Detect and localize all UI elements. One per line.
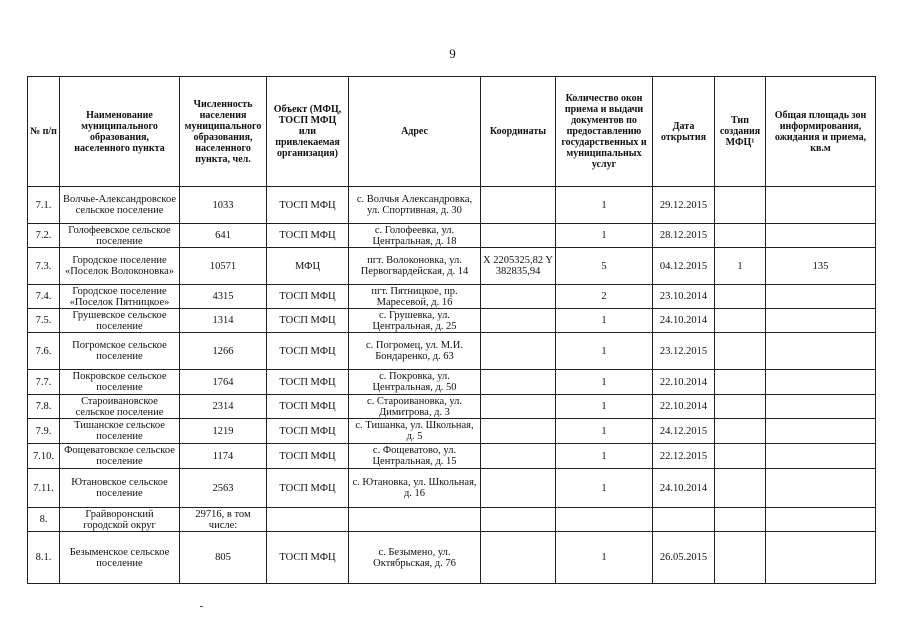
cell-population: 1033 [180,187,267,224]
table-row [28,333,876,370]
cell-address: с. Фощеватово, ул. Центральная, д. 15 [349,444,481,469]
table-row [28,395,876,419]
cell-windows: 1 [556,444,653,469]
cell-num: 7.3. [28,248,60,285]
cell-population: 1219 [180,419,267,444]
cell-type [715,309,766,333]
table-row [28,248,876,285]
cell-population: 4315 [180,285,267,309]
cell-windows: 1 [556,419,653,444]
cell-address: пгт. Волоконовка, ул. Первогвардейская, д. 14 [349,248,481,285]
cell-population: 1764 [180,370,267,395]
cell-windows: 1 [556,309,653,333]
cell-area [766,370,876,395]
cell-object: ТОСП МФЦ [267,395,349,419]
mfc-table [27,76,876,584]
cell-coords [481,309,556,333]
cell-num: 7.8. [28,395,60,419]
cell-date: 04.12.2015 [653,248,715,285]
table-row [28,444,876,469]
cell-windows: 1 [556,469,653,508]
cell-area [766,469,876,508]
cell-name: Городское поселение «Поселок Пятницкое» [60,285,180,309]
cell-type [715,333,766,370]
cell-date: 24.12.2015 [653,419,715,444]
cell-type [715,532,766,584]
cell-windows: 1 [556,532,653,584]
header-type: Тип создания МФЦ¹ [715,77,766,187]
table-row [28,532,876,584]
cell-area [766,532,876,584]
cell-windows: 1 [556,224,653,248]
cell-type [715,508,766,532]
cell-date: 24.10.2014 [653,469,715,508]
cell-name: Покровское сельское поселение [60,370,180,395]
cell-num: 7.7. [28,370,60,395]
cell-type [715,370,766,395]
table-header-row [28,77,876,187]
cell-num: 7.10. [28,444,60,469]
cell-num: 8. [28,508,60,532]
cell-name: Безыменское сельское поселение [60,532,180,584]
cell-coords [481,395,556,419]
cell-date: 29.12.2015 [653,187,715,224]
cell-date: 22.10.2014 [653,395,715,419]
cell-address: пгт. Пятницкое, пр. Маресевой, д. 16 [349,285,481,309]
table-row [28,224,876,248]
cell-object: ТОСП МФЦ [267,370,349,395]
header-windows: Количество окон приема и выдачи документов по предоставлению государственных и муниципальных услуг [556,77,653,187]
header-date: Дата открытия [653,77,715,187]
cell-windows: 1 [556,370,653,395]
table-row [28,469,876,508]
cell-population: 641 [180,224,267,248]
cell-object: ТОСП МФЦ [267,309,349,333]
cell-name: Городское поселение «Поселок Волоконовка» [60,248,180,285]
cell-date [653,508,715,532]
cell-date: 22.10.2014 [653,370,715,395]
cell-population: 2314 [180,395,267,419]
cell-date: 24.10.2014 [653,309,715,333]
cell-object: ТОСП МФЦ [267,224,349,248]
cell-address: с. Голофеевка, ул. Центральная, д. 18 [349,224,481,248]
cell-area [766,508,876,532]
cell-population: 805 [180,532,267,584]
cell-num: 7.6. [28,333,60,370]
cell-coords: X 2205325,82 Y 382835,94 [481,248,556,285]
cell-type [715,444,766,469]
cell-windows: 1 [556,187,653,224]
cell-type [715,187,766,224]
cell-object: ТОСП МФЦ [267,469,349,508]
cell-object [267,508,349,532]
cell-num: 7.2. [28,224,60,248]
page-number: 9 [449,46,456,61]
cell-num: 8.1. [28,532,60,584]
header-coords: Координаты [481,77,556,187]
cell-num: 7.1. [28,187,60,224]
header-address: Адрес [349,77,481,187]
cell-name: Голофеевское сельское поселение [60,224,180,248]
cell-object: ТОСП МФЦ [267,444,349,469]
cell-windows: 1 [556,395,653,419]
cell-coords [481,469,556,508]
cell-address: с. Безымено, ул. Октябрьская, д. 76 [349,532,481,584]
table-row [28,508,876,532]
cell-type: 1 [715,248,766,285]
table-row [28,419,876,444]
stray-mark [200,606,203,607]
cell-date: 26.05.2015 [653,532,715,584]
header-name: Наименование муниципального образования, населенного пункта [60,77,180,187]
cell-object: ТОСП МФЦ [267,419,349,444]
cell-date: 23.12.2015 [653,333,715,370]
cell-type [715,395,766,419]
cell-address: с. Волчья Александровка, ул. Спортивная, д. 30 [349,187,481,224]
cell-num: 7.5. [28,309,60,333]
cell-name: Погромское сельское поселение [60,333,180,370]
table-row [28,187,876,224]
cell-coords [481,333,556,370]
cell-windows: 2 [556,285,653,309]
cell-coords [481,370,556,395]
cell-population: 1174 [180,444,267,469]
cell-population: 1266 [180,333,267,370]
cell-area [766,187,876,224]
header-object: Объект (МФЦ, ТОСП МФЦ или привлекаемая организация) [267,77,349,187]
cell-type [715,224,766,248]
cell-type [715,419,766,444]
cell-area [766,333,876,370]
cell-coords [481,532,556,584]
cell-address: с. Тишанка, ул. Школьная, д. 5 [349,419,481,444]
cell-population: 1314 [180,309,267,333]
cell-area [766,285,876,309]
cell-area [766,224,876,248]
cell-name: Грайворонский городской округ [60,508,180,532]
header-area: Общая площадь зон информирования, ожидания и приема, кв.м [766,77,876,187]
cell-windows: 1 [556,333,653,370]
header-population: Численность населения муниципального образования, населенного пункта, чел. [180,77,267,187]
cell-area [766,444,876,469]
cell-coords [481,187,556,224]
cell-population: 2563 [180,469,267,508]
cell-name: Грушевское сельское поселение [60,309,180,333]
cell-object: ТОСП МФЦ [267,333,349,370]
cell-area [766,309,876,333]
header-num: № п/п [28,77,60,187]
cell-object: МФЦ [267,248,349,285]
cell-name: Фощеватовское сельское поселение [60,444,180,469]
cell-address: с. Ютановка, ул. Школьная, д. 16 [349,469,481,508]
cell-area: 135 [766,248,876,285]
cell-windows: 5 [556,248,653,285]
cell-coords [481,444,556,469]
cell-address [349,508,481,532]
cell-population: 10571 [180,248,267,285]
cell-address: с. Староивановка, ул. Димитрова, д. 3 [349,395,481,419]
cell-name: Волчье-Александровское сельское поселение [60,187,180,224]
cell-object: ТОСП МФЦ [267,532,349,584]
table-row [28,370,876,395]
cell-name: Староивановское сельское поселение [60,395,180,419]
table-row [28,285,876,309]
cell-area [766,419,876,444]
cell-object: ТОСП МФЦ [267,187,349,224]
cell-address: с. Грушевка, ул. Центральная, д. 25 [349,309,481,333]
cell-population: 29716, в том числе: [180,508,267,532]
cell-date: 22.12.2015 [653,444,715,469]
cell-object: ТОСП МФЦ [267,285,349,309]
cell-date: 28.12.2015 [653,224,715,248]
cell-num: 7.4. [28,285,60,309]
cell-num: 7.9. [28,419,60,444]
cell-type [715,469,766,508]
cell-address: с. Погромец, ул. М.И. Бондаренко, д. 63 [349,333,481,370]
cell-date: 23.10.2014 [653,285,715,309]
cell-coords [481,285,556,309]
cell-windows [556,508,653,532]
cell-name: Ютановское сельское поселение [60,469,180,508]
cell-type [715,285,766,309]
cell-coords [481,508,556,532]
table-row [28,309,876,333]
cell-address: с. Покровка, ул. Центральная, д. 50 [349,370,481,395]
cell-coords [481,419,556,444]
cell-name: Тишанское сельское поселение [60,419,180,444]
cell-coords [481,224,556,248]
cell-area [766,395,876,419]
cell-num: 7.11. [28,469,60,508]
